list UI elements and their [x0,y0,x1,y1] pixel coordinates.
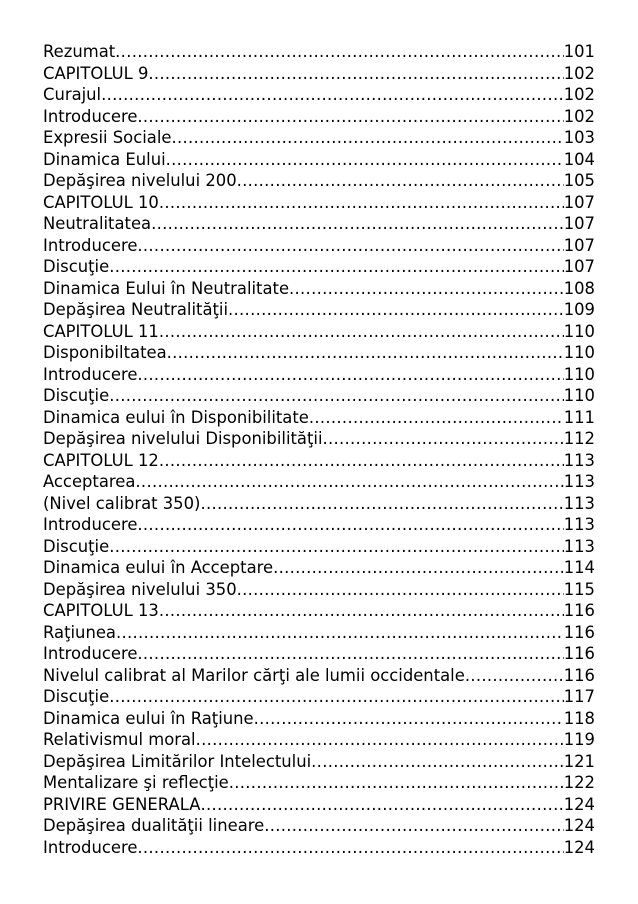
toc-entry-title: Discuţie [43,386,110,405]
toc-entry [43,364,595,386]
toc-dot-leader [229,772,564,794]
toc-entry [43,149,595,171]
toc-entry-title: Dinamica Eului în Neutralitate [43,278,290,298]
toc-entry [43,235,595,257]
toc-dot-leader [323,428,564,450]
toc-entry [43,299,595,321]
toc-entry-title: Depăşirea nivelului Disponibilităţii [43,429,323,448]
toc-entry-page-number: 122 [563,773,595,792]
toc-entry [43,579,595,601]
toc-entry-title: Curajul [43,85,102,104]
toc-entry-title: Depăşirea Limitărilor Intelectului [43,751,312,771]
toc-dot-leader [135,471,563,493]
toc-entry [43,278,595,300]
toc-entry-title: Discuţie [43,257,110,276]
toc-entry-page-number: 114 [563,558,595,577]
toc-entry-page-number: 119 [563,730,595,749]
toc-entry-page-number: 107 [563,192,595,212]
toc-entry [43,84,595,106]
toc-entry [43,794,595,816]
toc-entry-page-number: 118 [563,708,595,728]
toc-entry-page-number: 116 [563,622,595,642]
toc-dot-leader [200,794,563,816]
toc-entry-title: Neutralitatea [43,214,152,233]
toc-dot-leader [289,278,564,300]
toc-entry-page-number: 115 [563,579,595,599]
toc-entry-title: Mentalizare şi reflecţie [43,773,229,792]
toc-entry-title: Depăşirea dualităţii lineare [43,816,265,835]
toc-dot-leader [159,450,564,472]
toc-dot-leader [159,321,564,343]
toc-entry-title: Introducere [43,644,138,663]
toc-entry-page-number: 107 [563,257,595,276]
toc-entry-title: Disponibiltatea [43,343,167,362]
toc-dot-leader [101,84,564,106]
toc-entry-title: Rezumat [43,42,116,61]
toc-entry-page-number: 110 [563,386,595,405]
toc-entry [43,622,595,644]
toc-dot-leader [109,536,564,558]
toc-dot-leader [109,385,564,407]
toc-entry-page-number: 103 [563,128,595,147]
toc-dot-leader [109,256,564,278]
toc-entry-title: Depăşirea Neutralităţii [43,300,229,319]
toc-entry-page-number: 102 [563,106,595,126]
toc-entry [43,170,595,192]
toc-entry [43,493,595,515]
toc-entry-title: CAPITOLUL 12 [43,450,159,470]
toc-entry [43,321,595,343]
toc-entry-title: (Nivel calibrat 350) [43,493,201,513]
toc-entry-title: Introducere [43,837,138,857]
toc-entry-page-number: 104 [563,149,595,169]
toc-entry [43,428,595,450]
toc-entry [43,342,595,364]
toc-entry [43,600,595,622]
toc-dot-leader [171,127,563,149]
toc-entry-title: Dinamica Eului [43,149,166,169]
toc-entry-title: Dinamica eului în Disponibilitate [43,407,309,427]
toc-dot-leader [166,149,564,171]
toc-entry [43,536,595,558]
toc-entry [43,256,595,278]
toc-entry-page-number: 116 [563,601,595,620]
toc-entry [43,665,595,687]
toc-entry-title: Introducere [43,235,138,255]
toc-entry [43,557,595,579]
toc-entry-title: Discuţie [43,536,110,556]
toc-entry-title: Dinamica eului în Acceptare [43,558,274,577]
toc-dot-leader [137,364,563,386]
toc-entry-page-number: 117 [563,687,595,706]
toc-entry [43,471,595,493]
toc-dot-leader [151,213,564,235]
toc-entry-page-number: 124 [563,816,595,835]
toc-entry-page-number: 113 [563,515,595,534]
toc-entry-page-number: 101 [563,42,595,61]
toc-entry-title: CAPITOLUL 11 [43,321,159,341]
toc-dot-leader [137,837,563,859]
toc-dot-leader [159,192,564,214]
toc-dot-leader [148,63,563,85]
toc-entry-page-number: 116 [563,665,595,685]
toc-entry-title: CAPITOLUL 13 [43,601,159,620]
toc-dot-leader [237,170,564,192]
toc-entry-page-number: 112 [563,429,595,448]
toc-entry-title: Introducere [43,515,138,534]
toc-dot-leader [264,815,563,837]
toc-entry [43,192,595,214]
toc-dot-leader [200,493,563,515]
toc-entry [43,643,595,665]
toc-entry-page-number: 102 [563,63,595,83]
toc-dot-leader [196,729,564,751]
toc-entry [43,751,595,773]
toc-entry-page-number: 109 [563,300,595,319]
toc-entry [43,407,595,429]
toc-entry-page-number: 110 [563,364,595,384]
toc-entry [43,41,595,63]
toc-entry-title: Dinamica eului în Raţiune [43,708,254,728]
toc-dot-leader [254,708,564,730]
toc-entry [43,837,595,859]
toc-entry-title: Introducere [43,106,138,126]
toc-dot-leader [311,751,564,773]
toc-dot-leader [309,407,564,429]
toc-entry [43,450,595,472]
toc-entry-title: Relativismul moral [43,730,196,749]
toc-entry-title: CAPITOLUL 9 [43,63,149,83]
table-of-contents [43,41,595,858]
toc-entry [43,514,595,536]
toc-entry-title: Acceptarea [43,472,136,491]
toc-dot-leader [115,41,564,63]
toc-entry-title: Depăşirea nivelului 200 [43,171,237,190]
toc-entry-title: PRIVIRE GENERALA [43,794,201,814]
toc-dot-leader [137,514,563,536]
toc-entry [43,772,595,794]
toc-entry-page-number: 113 [563,450,595,470]
toc-dot-leader [116,622,564,644]
toc-entry-page-number: 110 [563,321,595,341]
toc-dot-leader [273,557,564,579]
toc-entry [43,213,595,235]
toc-dot-leader [465,665,564,687]
toc-entry-title: Depăşirea nivelului 350 [43,579,237,599]
toc-entry-page-number: 113 [563,536,595,556]
toc-dot-leader [159,600,564,622]
toc-entry-page-number: 124 [563,794,595,814]
toc-entry [43,127,595,149]
toc-dot-leader [167,342,564,364]
toc-entry-page-number: 113 [563,493,595,513]
toc-entry-page-number: 108 [563,278,595,298]
toc-entry [43,815,595,837]
toc-entry [43,708,595,730]
toc-dot-leader [237,579,564,601]
toc-entry-page-number: 113 [563,472,595,491]
toc-entry-page-number: 111 [563,407,595,427]
toc-entry-page-number: 107 [563,214,595,233]
toc-entry-title: Raţiunea [43,622,116,642]
toc-dot-leader [109,686,564,708]
toc-dot-leader [228,299,564,321]
toc-entry [43,686,595,708]
toc-entry [43,106,595,128]
toc-dot-leader [137,235,563,257]
toc-entry-title: Discuţie [43,687,110,706]
toc-entry-title: Nivelul calibrat al Marilor cărţi ale lumii occidentale [43,665,465,685]
toc-entry [43,729,595,751]
toc-dot-leader [137,643,563,665]
toc-entry-page-number: 121 [563,751,595,771]
toc-entry-title: CAPITOLUL 10 [43,192,159,212]
toc-entry-page-number: 110 [563,343,595,362]
toc-entry [43,63,595,85]
toc-dot-leader [137,106,563,128]
toc-entry-title: Introducere [43,364,138,384]
toc-entry-page-number: 124 [563,837,595,857]
toc-entry-page-number: 105 [563,171,595,190]
toc-entry-page-number: 102 [563,85,595,104]
toc-entry [43,385,595,407]
toc-entry-page-number: 107 [563,235,595,255]
toc-entry-page-number: 116 [563,644,595,663]
toc-entry-title: Expresii Sociale [43,128,172,147]
